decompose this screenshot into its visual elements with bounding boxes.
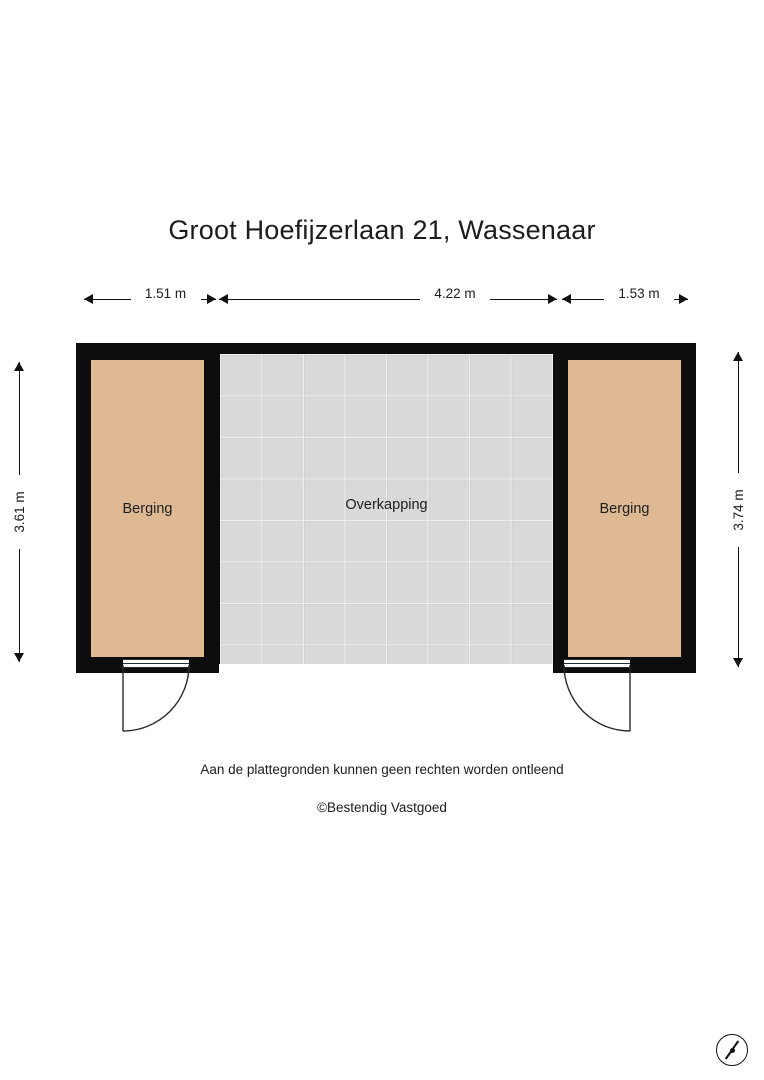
dimension-right-height bbox=[727, 352, 751, 667]
floorplan-drawing bbox=[76, 343, 696, 673]
arrow-right-icon bbox=[207, 294, 216, 304]
dimension-label: 4.22 m bbox=[420, 285, 490, 303]
arrow-right-icon bbox=[679, 294, 688, 304]
page-title: Groot Hoefijzerlaan 21, Wassenaar bbox=[168, 215, 596, 245]
dimension-center-width bbox=[219, 288, 557, 312]
dimension-label: 3.74 m bbox=[730, 473, 748, 547]
arrow-left-icon bbox=[84, 294, 93, 304]
compass-icon bbox=[716, 1034, 748, 1066]
disclaimer-text: Aan de plattegronden kunnen geen rechten worden ontleend bbox=[200, 762, 564, 777]
dimension-label: 1.53 m bbox=[604, 285, 674, 303]
room-fill bbox=[91, 360, 204, 657]
room-fill-tiles bbox=[220, 354, 553, 664]
arrow-down-icon bbox=[733, 658, 743, 667]
room-label-berging-left: Berging bbox=[122, 500, 173, 517]
room-berging-left[interactable] bbox=[76, 343, 219, 673]
door-swing-arc bbox=[123, 665, 199, 737]
room-fill bbox=[568, 360, 681, 657]
room-berging-right[interactable] bbox=[553, 343, 696, 673]
door-swing-arc bbox=[564, 665, 640, 737]
dimension-left-width bbox=[84, 288, 216, 312]
copyright-text: ©Bestendig Vastgoed bbox=[317, 800, 447, 815]
top-dimension-band bbox=[0, 288, 764, 312]
arrow-down-icon bbox=[14, 653, 24, 662]
room-overkapping[interactable] bbox=[209, 343, 564, 664]
arrow-left-icon bbox=[219, 294, 228, 304]
dimension-line bbox=[219, 299, 557, 300]
dimension-label: 3.61 m bbox=[11, 475, 29, 549]
dimension-left-height bbox=[8, 362, 32, 662]
arrow-up-icon bbox=[14, 362, 24, 371]
compass-center-dot bbox=[730, 1048, 735, 1053]
dimension-label: 1.51 m bbox=[131, 285, 201, 303]
arrow-right-icon bbox=[548, 294, 557, 304]
room-label-berging-right: Berging bbox=[599, 500, 650, 517]
dimension-right-width bbox=[562, 288, 688, 312]
arrow-up-icon bbox=[733, 352, 743, 361]
arrow-left-icon bbox=[562, 294, 571, 304]
room-label-overkapping: Overkapping bbox=[345, 496, 428, 513]
